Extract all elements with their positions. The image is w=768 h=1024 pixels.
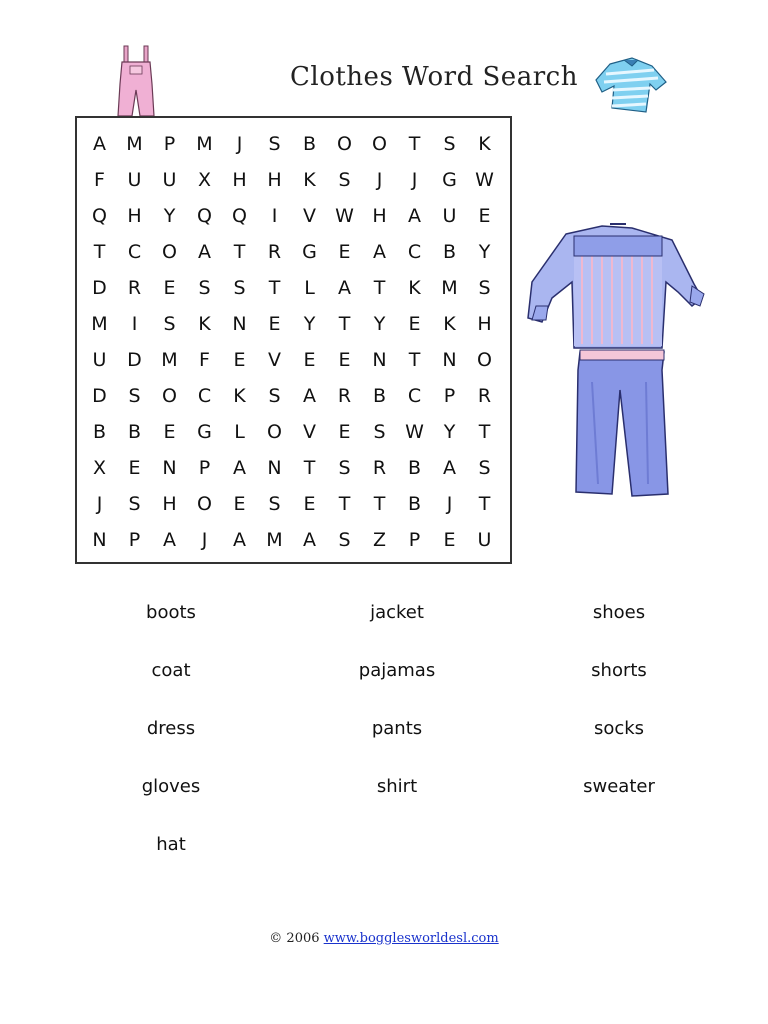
grid-letter: J xyxy=(201,529,208,551)
grid-letter: E xyxy=(128,457,141,479)
grid-letter: O xyxy=(477,349,492,371)
grid-letter: R xyxy=(267,241,282,263)
grid-letter: H xyxy=(372,205,387,227)
grid-letter: T xyxy=(338,313,351,335)
grid-letter: A xyxy=(233,529,246,551)
grid-letter: J xyxy=(376,169,383,191)
grid-letter: A xyxy=(443,457,456,479)
grid-letter: M xyxy=(126,133,143,155)
grid-letter: B xyxy=(442,241,457,263)
word-list-item: gloves xyxy=(141,776,201,797)
grid-letter: S xyxy=(163,313,176,335)
grid-letter: M xyxy=(196,133,213,155)
grid-letter: H xyxy=(477,313,492,335)
grid-letter: R xyxy=(477,385,492,407)
grid-letter: S xyxy=(338,457,351,479)
footer xyxy=(0,931,768,946)
grid-letter: N xyxy=(442,349,457,371)
word-list-item: socks xyxy=(593,718,645,739)
word-list-item: shoes xyxy=(592,602,646,623)
grid-letter: O xyxy=(372,133,387,155)
grid-letter: Z xyxy=(372,529,387,551)
grid-letter: F xyxy=(94,169,105,191)
grid-letter: B xyxy=(407,493,422,515)
grid-letter: R xyxy=(337,385,352,407)
grid-letter: W xyxy=(335,205,354,227)
grid-letter: E xyxy=(338,241,351,263)
grid-letter: C xyxy=(407,385,422,407)
grid-letter: T xyxy=(408,133,421,155)
grid-letter: N xyxy=(372,349,387,371)
grid-letter: E xyxy=(163,277,176,299)
grid-letter: T xyxy=(478,421,491,443)
grid-letter: U xyxy=(442,205,457,227)
grid-letter: T xyxy=(373,493,386,515)
grid-letter: M xyxy=(441,277,458,299)
grid-letter: A xyxy=(93,133,106,155)
grid-letter: S xyxy=(128,385,141,407)
grid-letter: E xyxy=(233,349,246,371)
grid-letter: B xyxy=(372,385,387,407)
grid-letter: P xyxy=(408,529,421,551)
grid-letter: A xyxy=(233,457,246,479)
grid-letter: S xyxy=(198,277,211,299)
word-list-item: shirt xyxy=(376,776,418,797)
word-list-item: pants xyxy=(371,718,423,739)
word-list-item: jacket xyxy=(370,602,424,623)
grid-letter: L xyxy=(304,277,315,299)
grid-letter: N xyxy=(267,457,282,479)
grid-letter: K xyxy=(443,313,456,335)
grid-letter: W xyxy=(405,421,424,443)
grid-letter: T xyxy=(93,241,106,263)
grid-letter: H xyxy=(162,493,177,515)
grid-letter: T xyxy=(303,457,316,479)
word-list-item: pajamas xyxy=(358,660,436,681)
grid-letter: E xyxy=(338,421,351,443)
grid-letter: N xyxy=(92,529,107,551)
grid-letter: T xyxy=(408,349,421,371)
grid-letter: A xyxy=(338,277,351,299)
grid-letter: O xyxy=(162,241,177,263)
grid-letter: K xyxy=(478,133,491,155)
grid-letter: K xyxy=(408,277,421,299)
grid-letter: S xyxy=(478,457,491,479)
grid-letter: J xyxy=(446,493,453,515)
grid-letter: G xyxy=(442,169,457,191)
grid-letter: H xyxy=(232,169,247,191)
grid-letter: J xyxy=(236,133,243,155)
grid-letter: S xyxy=(338,169,351,191)
grid-letter: I xyxy=(131,313,138,335)
grid-letter: S xyxy=(443,133,456,155)
outfit-clipart xyxy=(522,222,706,504)
grid-letter: C xyxy=(197,385,212,407)
grid-letter: R xyxy=(372,457,387,479)
grid-letter: A xyxy=(198,241,211,263)
grid-letter: O xyxy=(267,421,282,443)
grid-letter: X xyxy=(197,169,212,191)
grid-letter: E xyxy=(163,421,176,443)
grid-letter: K xyxy=(198,313,211,335)
grid-letter: Q xyxy=(92,205,107,227)
grid-letter: G xyxy=(302,241,317,263)
word-list-item: dress xyxy=(146,718,196,739)
grid-letter: P xyxy=(128,529,141,551)
grid-letter: Y xyxy=(443,421,456,443)
grid-letter: S xyxy=(268,385,281,407)
grid-letter: D xyxy=(92,385,107,407)
grid-letter: E xyxy=(338,349,351,371)
grid-letter: M xyxy=(266,529,283,551)
grid-letter: X xyxy=(92,457,107,479)
grid-letter: E xyxy=(443,529,456,551)
grid-letter: B xyxy=(127,421,142,443)
grid-letter: G xyxy=(197,421,212,443)
grid-letter: S xyxy=(478,277,491,299)
grid-letter: R xyxy=(127,277,142,299)
grid-letter: M xyxy=(91,313,108,335)
grid-letter: A xyxy=(303,385,316,407)
grid-letter: T xyxy=(268,277,281,299)
grid-letter: F xyxy=(199,349,210,371)
grid-letter: V xyxy=(303,421,316,443)
grid-letter: U xyxy=(127,169,142,191)
grid-letter: L xyxy=(234,421,245,443)
grid-letter: I xyxy=(271,205,278,227)
grid-letter: D xyxy=(127,349,142,371)
grid-letter: O xyxy=(162,385,177,407)
grid-letter: U xyxy=(477,529,492,551)
grid-letter: V xyxy=(303,205,316,227)
grid-letter: A xyxy=(303,529,316,551)
grid-letter: E xyxy=(233,493,246,515)
shirt-clipart xyxy=(594,52,670,116)
grid-letter: P xyxy=(163,133,176,155)
grid-letter: S xyxy=(373,421,386,443)
grid-letter: A xyxy=(163,529,176,551)
grid-letter: T xyxy=(478,493,491,515)
grid-letter: T xyxy=(338,493,351,515)
grid-letter: T xyxy=(373,277,386,299)
grid-letter: N xyxy=(162,457,177,479)
website-link[interactable]: www.bogglesworldesl.com xyxy=(323,931,499,946)
grid-letter: C xyxy=(407,241,422,263)
grid-letter: Q xyxy=(197,205,212,227)
word-list-item: shorts xyxy=(591,660,647,681)
page-title: Clothes Word Search xyxy=(290,62,578,92)
grid-letter: U xyxy=(162,169,177,191)
grid-letter: Y xyxy=(373,313,386,335)
grid-letter: H xyxy=(127,205,142,227)
overalls-clipart xyxy=(112,44,160,118)
grid-letter: S xyxy=(233,277,246,299)
grid-letter: Y xyxy=(478,241,491,263)
word-list-item: hat xyxy=(156,834,186,855)
grid-letter: U xyxy=(92,349,107,371)
grid-letter: J xyxy=(96,493,103,515)
grid-letter: V xyxy=(268,349,281,371)
grid-letter: T xyxy=(233,241,246,263)
grid-letter: B xyxy=(92,421,107,443)
grid-letter: H xyxy=(267,169,282,191)
grid-letter: B xyxy=(302,133,317,155)
grid-letter: C xyxy=(127,241,142,263)
grid-letter: K xyxy=(303,169,316,191)
grid-letter: E xyxy=(478,205,491,227)
grid-letter: E xyxy=(303,349,316,371)
grid-letter: A xyxy=(408,205,421,227)
grid-letter: Q xyxy=(232,205,247,227)
grid-letter: S xyxy=(128,493,141,515)
grid-letter: S xyxy=(268,133,281,155)
word-list-item: boots xyxy=(146,602,196,623)
grid-letter: O xyxy=(197,493,212,515)
grid-letter: Y xyxy=(303,313,316,335)
word-list-item: sweater xyxy=(583,776,655,797)
grid-letter: Y xyxy=(163,205,176,227)
grid-letter: E xyxy=(303,493,316,515)
word-search-grid xyxy=(82,126,502,558)
grid-letter: K xyxy=(233,385,246,407)
grid-letter: S xyxy=(268,493,281,515)
grid-letter: E xyxy=(268,313,281,335)
grid-letter: P xyxy=(198,457,211,479)
grid-letter: J xyxy=(411,169,418,191)
grid-letter: P xyxy=(443,385,456,407)
grid-letter: B xyxy=(407,457,422,479)
grid-letter: M xyxy=(161,349,178,371)
grid-letter: D xyxy=(92,277,107,299)
grid-letter: S xyxy=(338,529,351,551)
word-list-item: coat xyxy=(151,660,191,681)
grid-letter: E xyxy=(408,313,421,335)
grid-letter: W xyxy=(475,169,494,191)
copyright-text: © 2006 xyxy=(269,931,320,946)
word-list xyxy=(58,602,728,892)
grid-letter: N xyxy=(232,313,247,335)
grid-letter: A xyxy=(373,241,386,263)
grid-letter: O xyxy=(337,133,352,155)
